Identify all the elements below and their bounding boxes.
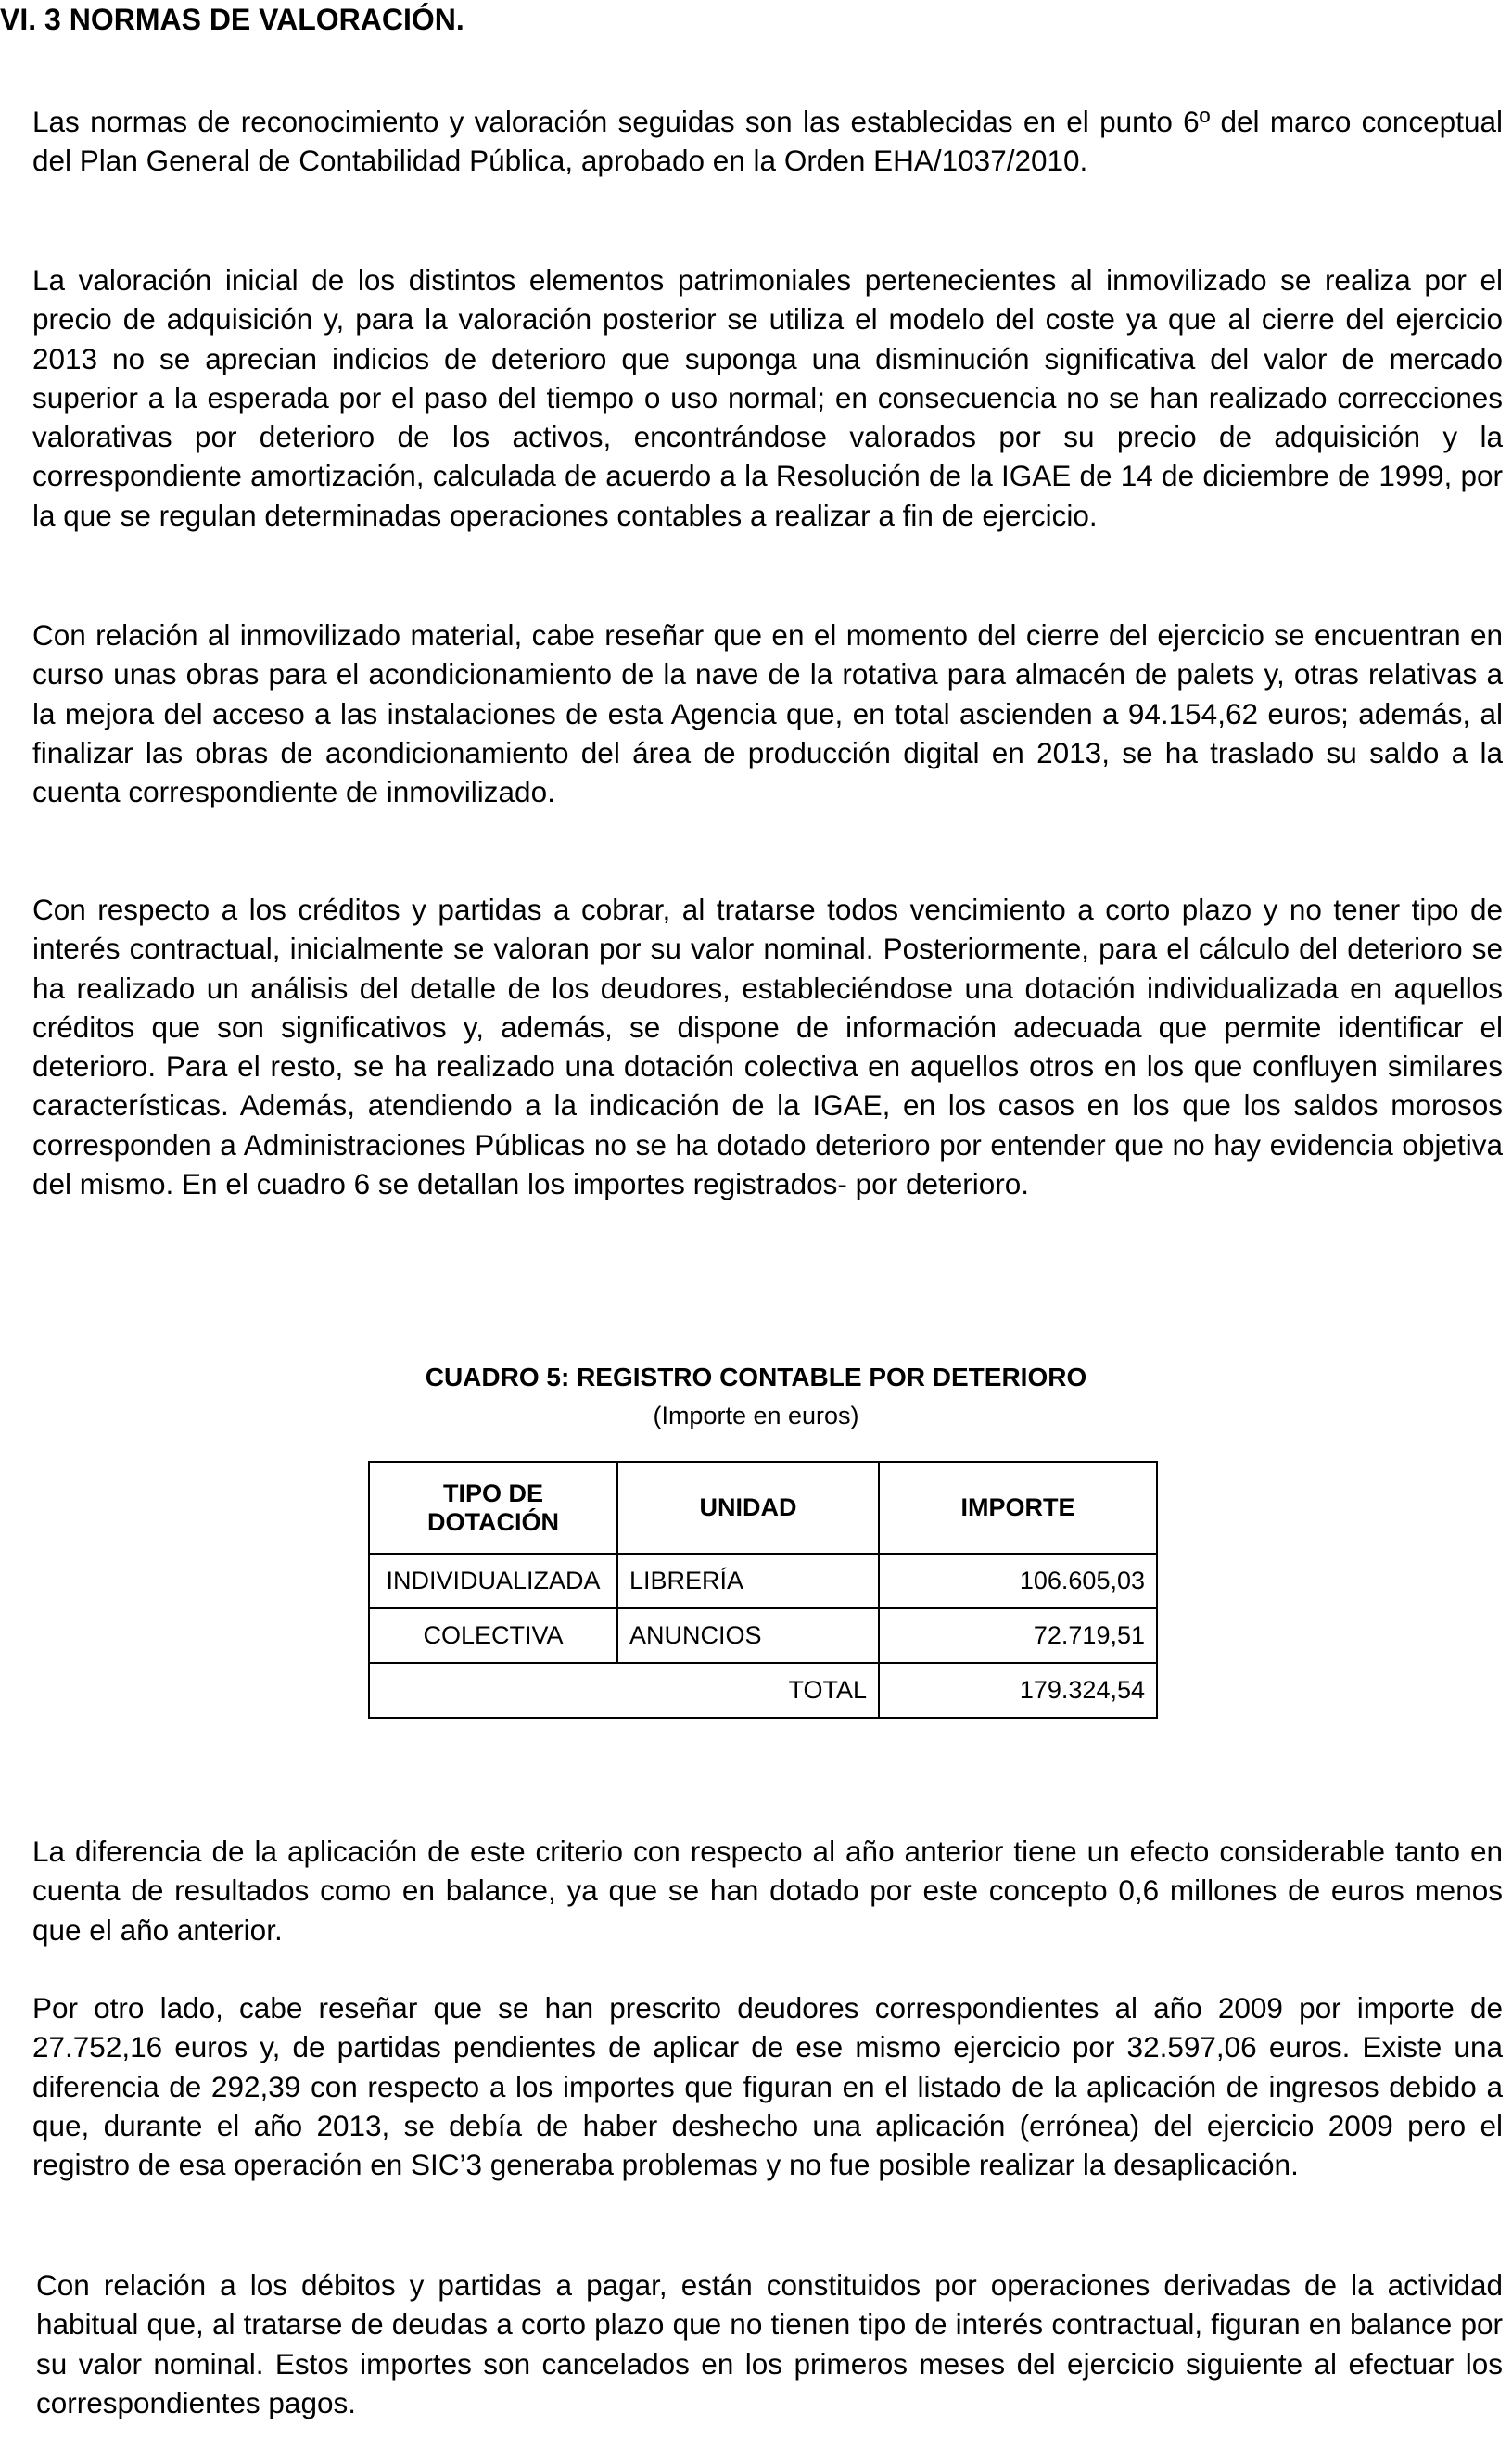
cell-tipo: COLECTIVA (369, 1608, 617, 1663)
paragraph-normas: Las normas de reconocimiento y valoración seguidas son las establecidas en el punto 6º del marco conceptual del Plan General de Contabilidad Pública, aprobado en la Orden EHA/1037/2010. (32, 105, 1503, 178)
paragraph-valoracion-inicial: La valoración inicial de los distintos elementos patrimoniales pertenecientes al inmovilizado se realiza por el precio de adquisición y, para la valoración posterior se utiliza el modelo del coste ya que al cierre del ejercicio 2013 no se aprecian indicios de deterioro que suponga una disminución significativa del valor de mercado superior a la esperada por el paso del tiempo o uso normal; en consecuencia no se han realizado correcciones valorativas por deterioro de los activos, encontrándose valorados por su precio de adquisición y la correspondiente amortización, calculada de acuerdo a la Resolución de la IGAE de 14 de diciembre de 1999, por la que se regulan determinadas operaciones contables a realizar a fin de ejercicio. (32, 263, 1503, 532)
cell-importe: 106.605,03 (879, 1554, 1157, 1608)
section-heading: VI. 3 NORMAS DE VALORACIÓN. (0, 3, 464, 36)
paragraph-diferencia-criterio: La diferencia de la aplicación de este criterio con respecto al año anterior tiene un efecto considerable tanto en cuenta de resultados como en balance, ya que se han dotado por este concepto 0,6 millones de euros menos que el año anterior. (32, 1835, 1503, 1947)
table-row (369, 1554, 1157, 1608)
cell-unidad: ANUNCIOS (617, 1608, 879, 1663)
table-total-row (369, 1663, 1157, 1718)
header-tipo-dotacion: TIPO DE DOTACIÓN (369, 1462, 617, 1554)
paragraph-creditos-partidas-cobrar: Con respecto a los créditos y partidas a cobrar, al tratarse todos vencimiento a corto plazo y no tener tipo de interés contractual, inicialmente se valoran por su valor nominal. Posteriormente, para el cálculo del deterioro se ha realizado un análisis del detalle de los deudores, estableciéndose una dotación individualizada en aquellos créditos que son significativos y, además, se dispone de información adecuada que permite identificar el deterioro. Para el resto, se ha realizado una dotación colectiva en aquellos otros en los que confluyen similares características. Además, atendiendo a la indicación de la IGAE, en los casos en los que los saldos morosos corresponden a Administraciones Públicas no se ha dotado deterioro por entender que no hay evidencia objetiva del mismo. En el cuadro 6 se detallan los importes registrados- por deterioro. (32, 893, 1503, 1201)
paragraph-debitos-partidas-pagar: Con relación a los débitos y partidas a pagar, están constituidos por operaciones derivadas de la actividad habitual que, al tratarse de deudas a corto plazo que no tienen tipo de interés contractual, figuran en balance por su valor nominal. Estos importes son cancelados en los primeros meses del ejercicio siguiente al efectuar los correspondientes pagos. (36, 2268, 1503, 2419)
cell-tipo: INDIVIDUALIZADA (369, 1554, 617, 1608)
total-importe: 179.324,54 (879, 1663, 1157, 1718)
table-row (369, 1608, 1157, 1663)
table-title: CUADRO 5: REGISTRO CONTABLE POR DETERIORO (425, 1363, 1087, 1391)
cell-blank (369, 1663, 617, 1718)
paragraph-inmovilizado-material: Con relación al inmovilizado material, cabe reseñar que en el momento del cierre del ejercicio se encuentran en curso unas obras para el acondicionamiento de la nave de la rotativa para almacén de palets y, otras relativas a la mejora del acceso a las instalaciones de esta Agencia que, en total ascienden a 94.154,62 euros; además, al finalizar las obras de acondicionamiento del área de producción digital en 2013, se ha traslado su saldo a la cuenta correspondiente de inmovilizado. (32, 618, 1503, 809)
table-header-row (369, 1462, 1157, 1554)
deterioro-table (368, 1461, 1158, 1719)
total-label: TOTAL (617, 1663, 879, 1718)
table-subtitle: (Importe en euros) (653, 1402, 859, 1429)
paragraph-deudores-prescritos: Por otro lado, cabe reseñar que se han prescrito deudores correspondientes al año 2009 por importe de 27.752,16 euros y, de partidas pendientes de aplicar de ese mismo ejercicio por 32.597,06 euros. Existe una diferencia de 292,39 con respecto a los importes que figuran en el listado de la aplicación de ingresos debido a que, durante el año 2013, se debía de haber deshecho una aplicación (errónea) del ejercicio 2009 pero el registro de esa operación en SIC’3 generaba problemas y no fue posible realizar la desaplicación. (32, 1991, 1503, 2182)
header-importe: IMPORTE (879, 1462, 1157, 1554)
cell-importe: 72.719,51 (879, 1608, 1157, 1663)
header-unidad: UNIDAD (617, 1462, 879, 1554)
cell-unidad: LIBRERÍA (617, 1554, 879, 1608)
